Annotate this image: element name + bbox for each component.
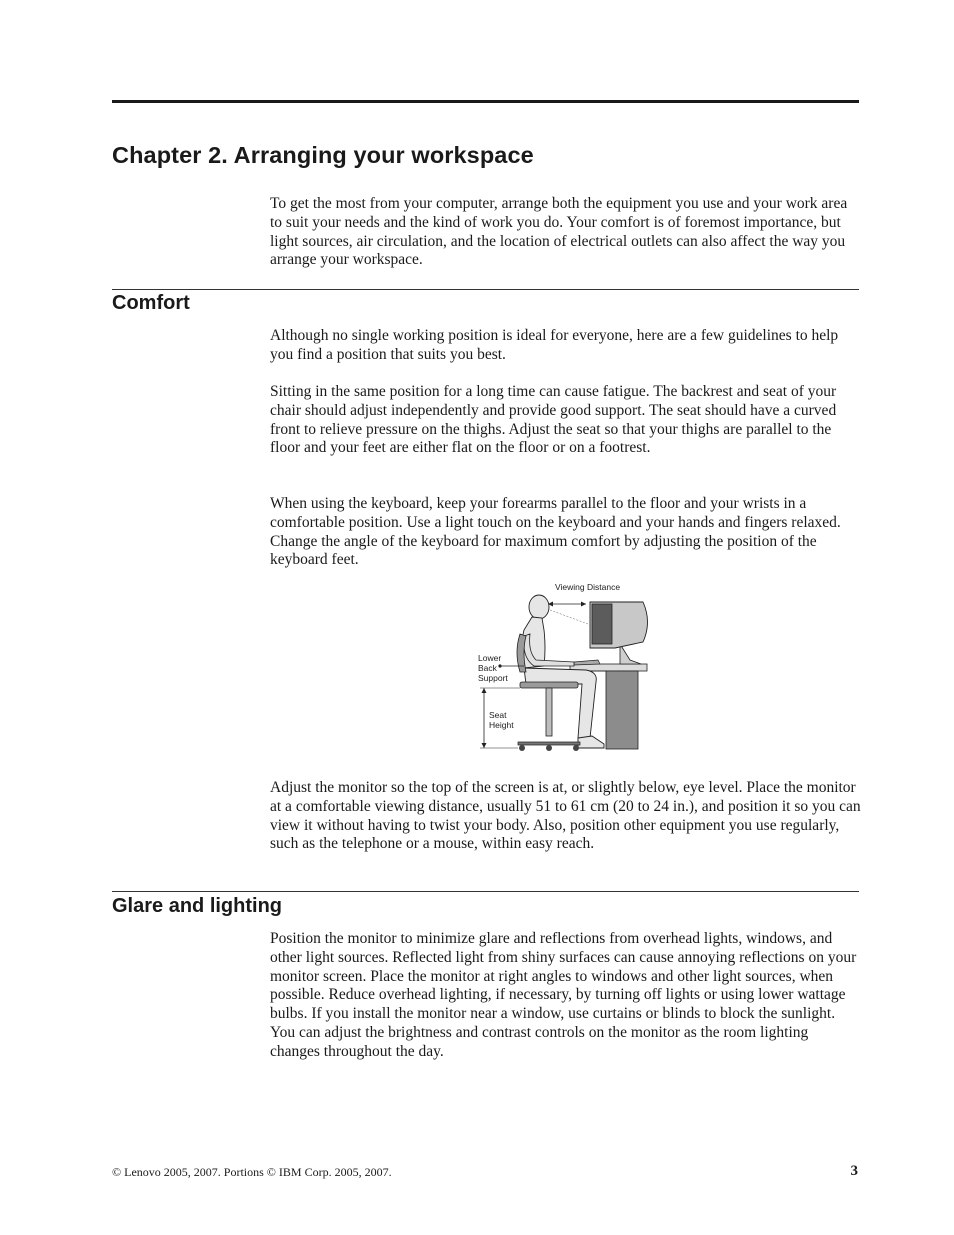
comfort-paragraph-1: Although no single working position is ideal for everyone, here are a few guidelines to help you find a position that suits you best. (270, 327, 839, 363)
chair-seat (520, 682, 578, 688)
workstation-posture-figure (470, 578, 660, 756)
comfort-heading: Comfort (112, 292, 190, 314)
person-foot (578, 736, 604, 748)
chapter-title: Chapter 2. Arranging your workspace (112, 142, 534, 168)
chair-wheel (546, 745, 552, 751)
glare-heading: Glare and lighting (112, 895, 283, 917)
comfort-section-rule (112, 289, 859, 290)
monitor-stand (620, 644, 641, 664)
lower-back-support-label: Lower Back Support (478, 653, 508, 684)
glare-paragraph-1: Position the monitor to minimize glare and reflections from overhead lights, windows, and other light sources. Reflected light from shiny surfaces can cause annoying reflections on your monitor screen. Place the monitor at right angles to windows and other light sources, when possible. Reduce overhead lighting, if necessary, by turning off lights or using lower wattage bulbs. If you install the monitor near a window, use curtains or blinds to block the sunlight. You can adjust the brightness and contrast controls on the monitor as the room lighting changes throughout the day. (270, 930, 857, 1060)
chair-wheel (519, 745, 525, 751)
footer-copyright: © Lenovo 2005, 2007. Portions © IBM Corp. 2005, 2007. (112, 1165, 392, 1179)
chair-post (546, 688, 552, 736)
person-leg (524, 668, 596, 738)
glare-section-rule (112, 891, 859, 892)
comfort-paragraph-4: Adjust the monitor so the top of the screen is at, or slightly below, eye level. Place the monitor at a comfortable viewing distance, usually 51 to 61 cm (20 to 24 in.), and position it so you can view it without having to twist your body. Also, position other equipment you use regularly, such as the telephone or a mouse, within easy reach. (270, 779, 861, 853)
chair-wheel (573, 745, 579, 751)
chapter-top-rule (112, 100, 859, 103)
desk-pedestal (606, 671, 638, 749)
chair-base (518, 742, 580, 745)
seat-height-label: Seat Height (489, 710, 514, 731)
viewing-distance-label: Viewing Distance (555, 582, 621, 592)
monitor-screen (592, 604, 612, 644)
comfort-paragraph-3: When using the keyboard, keep your forearms parallel to the floor and your wrists in a comfortable position. Use a light touch on the keyboard and your hands and fingers relaxed. Change the angle of the keyboard for maximum comfort by adjusting the position of the keyboard feet. (270, 495, 841, 569)
person-head (529, 595, 549, 619)
page-number: 3 (850, 1163, 858, 1179)
intro-paragraph: To get the most from your computer, arrange both the equipment you use and your work area to suit your needs and the kind of work you do. Your comfort is of foremost importance, but light sources, air circulation, and the location of electrical outlets can also affect the way you arrange your workspace. (270, 195, 848, 269)
keyboard (574, 660, 600, 665)
comfort-paragraph-2: Sitting in the same position for a long time can cause fatigue. The backrest and seat of your chair should adjust independently and provide good support. The seat should have a curved front to relieve pressure on the thighs. Adjust the seat so that your thighs are parallel to the floor and your feet are either flat on the floor or on a footrest. (270, 383, 837, 457)
